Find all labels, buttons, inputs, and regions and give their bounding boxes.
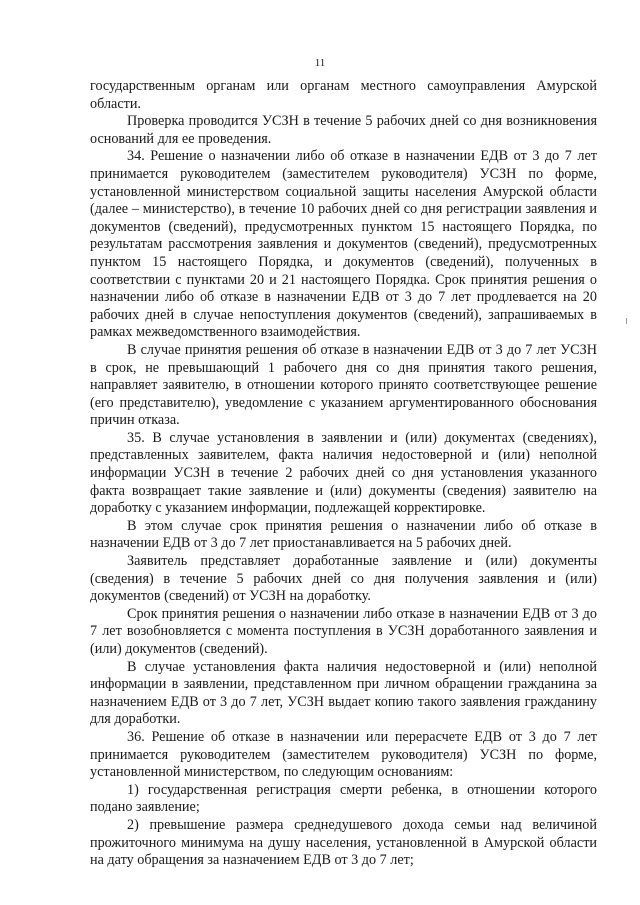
paragraph: В этом случае срок принятия решения о назначении либо об отказе в назначении ЕДВ от 3 до 7 лет приостанавливается на 5 рабочих дней. xyxy=(90,517,597,552)
paragraph-item-34: 34. Решение о назначении либо об отказе в назначении ЕДВ от 3 до 7 лет принимается руководителем (заместителем руководителя) УСЗН по форме, установленной министерством социальной защиты населения Амурской области (далее – министерство), в течение 10 рабочих дней со дня регистрации заявления и документов (сведений), предусмотренных пунктом 15 настоящего Порядка, по результатам рассмотрения заявления и документов (сведений), предусмотренных пунктом 15 настоящего Порядка, и документов (сведений), полученных в соответствии с пунктами 20 и 21 настоящего Порядка. Срок принятия решения о назначении либо об отказе в назначении ЕДВ от 3 до 7 лет продлевается на 20 рабочих дней в случае непоступления документов (сведений), запрашиваемых в рамках межведомственного взаимодействия. xyxy=(90,148,597,341)
paragraph: В случае принятия решения об отказе в назначении ЕДВ от 3 до 7 лет УСЗН в срок, не превышающий 1 рабочего дня со дня принятия такого решения, направляет заявителю, в отношении которого принято соответствующее решение (его представителю), уведомление с указанием аргументированного обоснования причин отказа. xyxy=(90,341,597,429)
list-item: 1) государственная регистрация смерти ребенка, в отношении которого подано заявление; xyxy=(90,781,597,816)
paragraph-item-35: 35. В случае установления в заявлении и (или) документах (сведениях), представленных заявителем, факта наличия недостоверной и (или) неполной информации УСЗН в течение 2 рабочих дней со дня установления указанного факта возвращает такие заявление и (или) документы (сведения) заявителю на доработку с указанием информации, подлежащей корректировке. xyxy=(90,429,597,517)
paragraph: Проверка проводится УСЗН в течение 5 рабочих дней со дня возникновения оснований для ее проведения. xyxy=(90,113,597,147)
document-body xyxy=(90,78,597,870)
paragraph: Срок принятия решения о назначении либо отказе в назначении ЕДВ от 3 до 7 лет возобновляется с момента поступления в УСЗН доработанного заявления и (или) документов (сведений). xyxy=(90,605,597,657)
paragraph: Заявитель представляет доработанные заявление и (или) документы (сведения) в течение 5 рабочих дней со дня получения заявления и (или) документов (сведений) от УСЗН на доработку. xyxy=(90,553,597,605)
list-item: 2) превышение размера среднедушевого дохода семьи над величиной прожиточного минимума на душу населения, установленной в Амурской области на дату обращения за назначением ЕДВ от 3 до 7 лет; xyxy=(90,816,597,869)
paragraph: В случае установления факта наличия недостоверной и (или) неполной информации в заявлении, представленном при личном обращении гражданина за назначением ЕДВ от 3 до 7 лет, УСЗН выдает копию такого заявления гражданину для доработки. xyxy=(90,658,597,728)
page-number: 11 xyxy=(314,57,326,69)
paragraph-item-36: 36. Решение об отказе в назначении или перерасчете ЕДВ от 3 до 7 лет принимается руководителем (заместителем руководителя) УСЗН по форме, установленной министерством, по следующим основаниям: xyxy=(90,728,597,781)
paragraph: государственным органам или органам местного самоуправления Амурской области. xyxy=(90,78,597,112)
margin-mark xyxy=(626,318,627,324)
